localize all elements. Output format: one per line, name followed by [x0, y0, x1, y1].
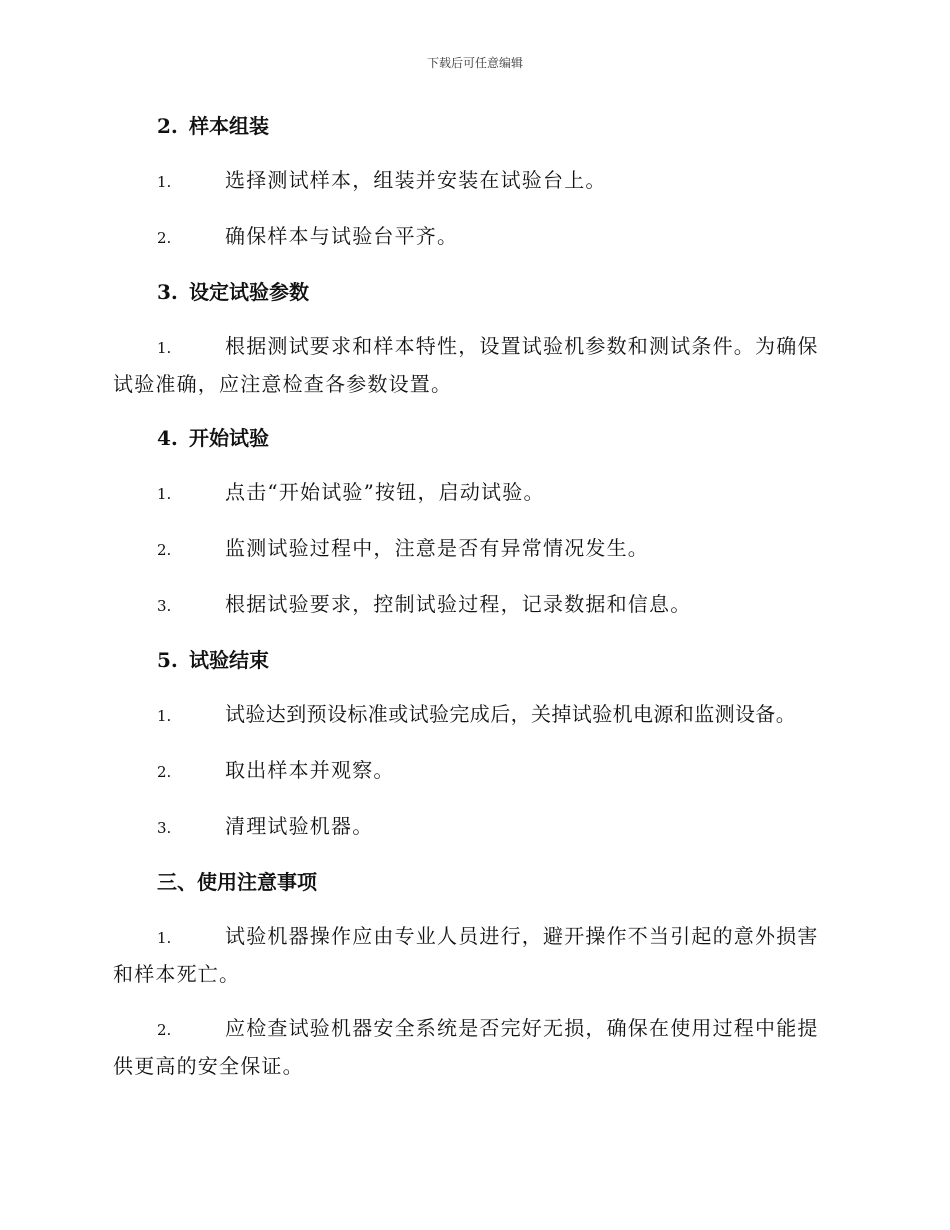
section-heading	[157, 642, 838, 678]
item-number: 2.	[157, 541, 172, 559]
section-title: 使用注意事项	[197, 870, 317, 894]
list-item	[113, 218, 838, 256]
section-title: 试验结束	[189, 648, 269, 672]
section-title: 开始试验	[189, 426, 269, 450]
item-number: 1.	[157, 485, 172, 503]
item-number: 1.	[157, 707, 172, 725]
section-number: 3.	[157, 280, 178, 304]
item-number: 2.	[157, 763, 172, 781]
item-number: 2.	[157, 229, 172, 247]
page-header: 下载后可任意编辑	[426, 56, 523, 70]
section-heading	[157, 864, 838, 900]
item-number: 2.	[157, 1021, 172, 1039]
list-item	[113, 586, 838, 624]
item-text: 根据测试要求和样本特性，设置试验机参数和测试条件。为确保试验准确，应注意检查各参数设置。	[113, 334, 819, 396]
item-text: 根据试验要求，控制试验过程，记录数据和信息。	[225, 592, 692, 616]
section-heading	[157, 420, 838, 456]
section-title: 设定试验参数	[189, 280, 309, 304]
section-heading	[157, 108, 838, 144]
section-number: 2.	[157, 114, 178, 138]
item-text: 点击“开始试验”按钮，启动试验。	[225, 480, 545, 504]
item-text: 应检查试验机器安全系统是否完好无损，确保在使用过程中能提供更高的安全保证。	[113, 1016, 819, 1078]
section-number: 5.	[157, 648, 178, 672]
section-heading	[157, 274, 838, 310]
list-item	[113, 162, 838, 200]
section-number: 4.	[157, 426, 178, 450]
list-item	[113, 1010, 838, 1084]
item-number: 3.	[157, 597, 172, 615]
item-text: 取出样本并观察。	[225, 758, 395, 782]
section-number: 三、	[157, 870, 197, 894]
section-title: 样本组装	[189, 114, 269, 138]
list-item	[113, 752, 838, 790]
item-text: 选择测试样本，组装并安装在试验台上。	[225, 168, 607, 192]
item-text: 试验机器操作应由专业人员进行，避开操作不当引起的意外损害和样本死亡。	[113, 924, 819, 986]
document-body	[113, 108, 838, 1102]
list-item	[113, 696, 838, 734]
list-item	[113, 918, 838, 992]
item-number: 1.	[157, 339, 172, 357]
list-item	[113, 474, 838, 512]
item-number: 3.	[157, 819, 172, 837]
item-number: 1.	[157, 173, 172, 191]
item-text: 监测试验过程中，注意是否有异常情况发生。	[225, 536, 649, 560]
item-text: 确保样本与试验台平齐。	[225, 224, 459, 248]
list-item	[113, 530, 838, 568]
item-number: 1.	[157, 929, 172, 947]
list-item	[113, 808, 838, 846]
item-text: 试验达到预设标准或试验完成后，关掉试验机电源和监测设备。	[225, 702, 797, 726]
item-text: 清理试验机器。	[225, 814, 374, 838]
list-item	[113, 328, 838, 402]
